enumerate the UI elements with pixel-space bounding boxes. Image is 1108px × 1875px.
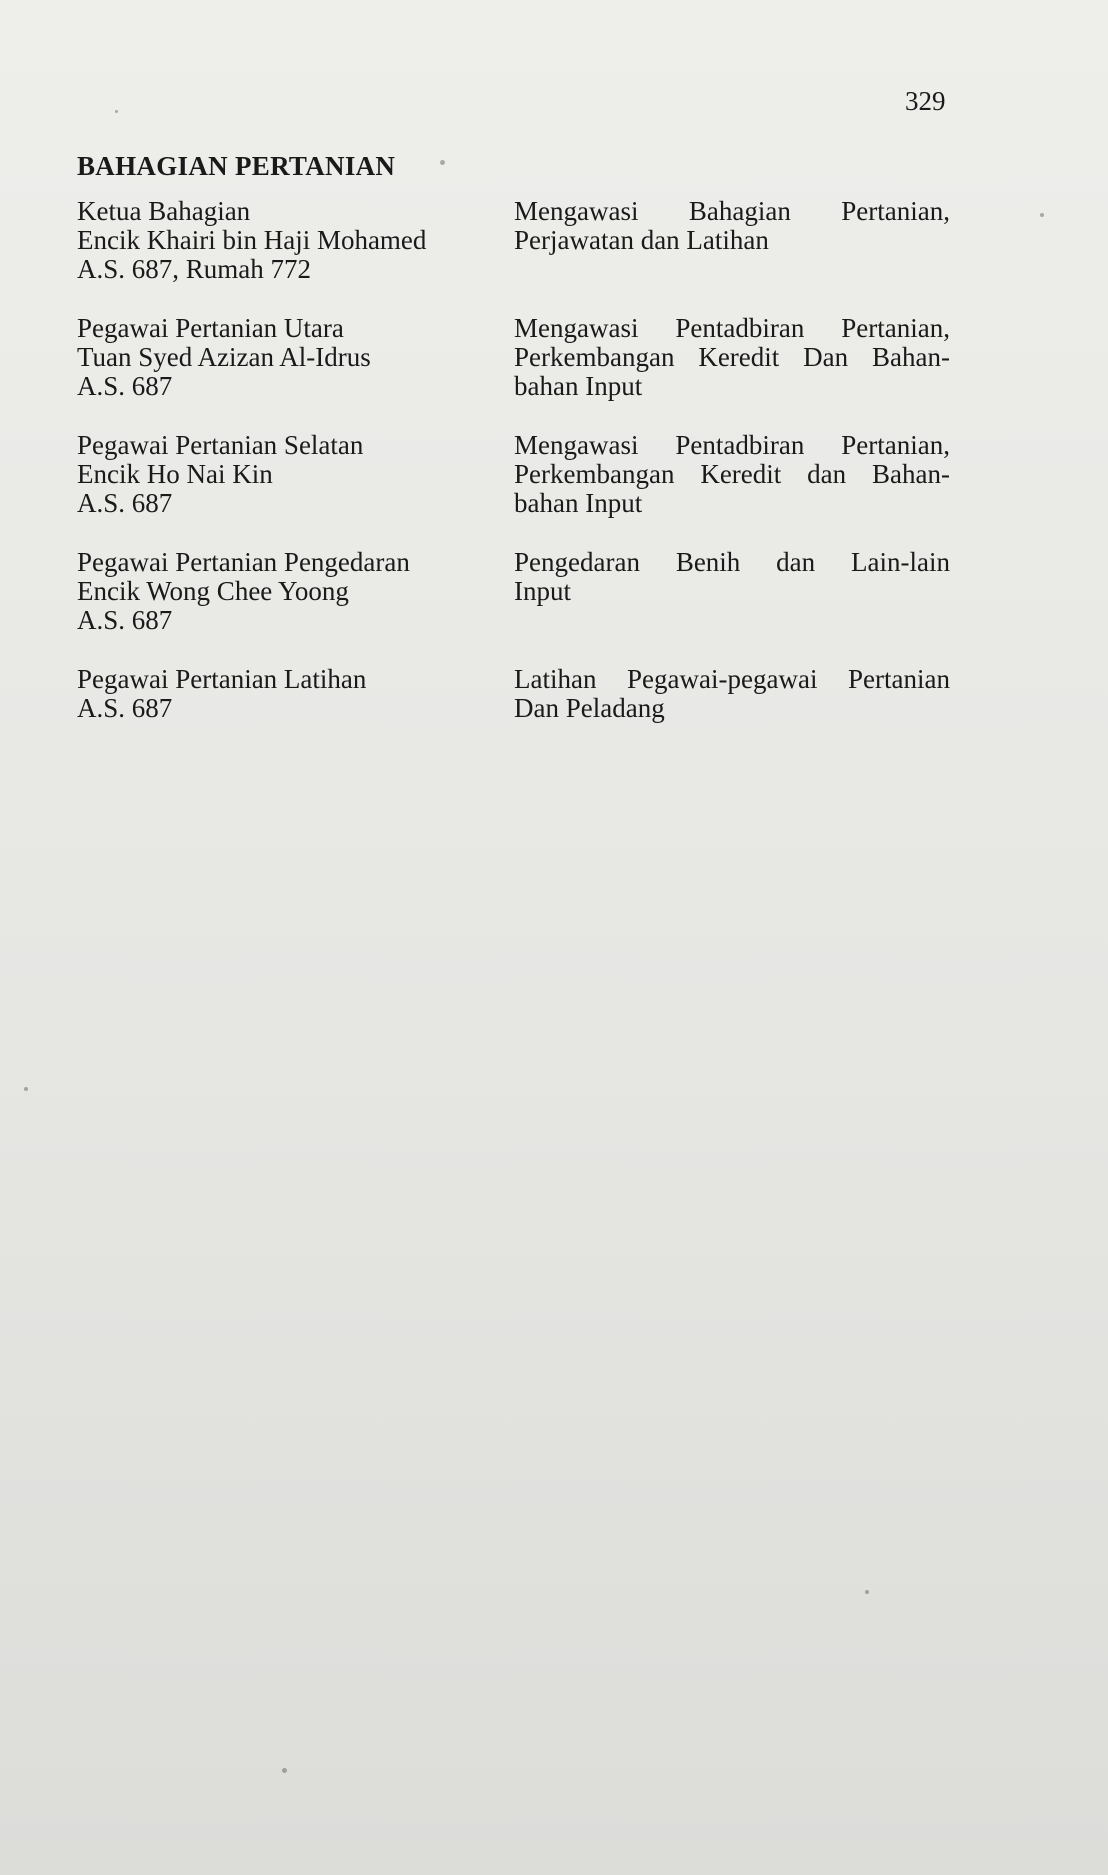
- duty-line: Perkembangan Keredit Dan Bahan-: [514, 342, 950, 372]
- page-number: 329: [905, 86, 946, 116]
- entry-position: Pegawai Pertanian Latihan: [77, 664, 367, 694]
- entry-address: A.S. 687: [77, 488, 173, 518]
- entry-person: [77, 197, 497, 284]
- entry-position: Ketua Bahagian: [77, 196, 251, 226]
- duty-line: Perjawatan dan Latihan: [514, 225, 769, 255]
- duty-line: Pengedaran Benih dan Lain-lain: [514, 547, 950, 577]
- section-heading: BAHAGIAN PERTANIAN: [77, 151, 396, 181]
- duty-line: Mengawasi Pentadbiran Pertanian,: [514, 313, 950, 343]
- duty-line: Mengawasi Pentadbiran Pertanian,: [514, 430, 950, 460]
- duty-line: Dan Peladang: [514, 693, 665, 723]
- entry-address: A.S. 687: [77, 371, 173, 401]
- entry-person: [77, 314, 497, 401]
- entry-position: Pegawai Pertanian Utara: [77, 313, 344, 343]
- entry-name: Encik Ho Nai Kin: [77, 459, 273, 489]
- duty-line: Perkembangan Keredit dan Bahan-: [514, 459, 950, 489]
- scan-speck: [24, 1087, 28, 1091]
- scan-speck: [282, 1768, 287, 1773]
- entry-name: Encik Wong Chee Yoong: [77, 576, 349, 606]
- entry-position: Pegawai Pertanian Pengedaran: [77, 547, 410, 577]
- entry-address: A.S. 687, Rumah 772: [77, 254, 312, 284]
- scan-speck: [115, 110, 118, 113]
- entry-position: Pegawai Pertanian Selatan: [77, 430, 364, 460]
- entry-address: A.S. 687: [77, 693, 173, 723]
- duty-line: Input: [514, 576, 571, 606]
- entry-address: A.S. 687: [77, 605, 173, 635]
- duty-line: Latihan Pegawai-pegawai Pertanian: [514, 664, 950, 694]
- duty-line: bahan Input: [514, 488, 643, 518]
- entry-person: [77, 431, 497, 518]
- entry-name: Tuan Syed Azizan Al-Idrus: [77, 342, 371, 372]
- entry-duty: [514, 197, 950, 255]
- entry-person: [77, 548, 497, 635]
- duty-line: Mengawasi Bahagian Pertanian,: [514, 196, 950, 226]
- entry-duty: [514, 431, 950, 518]
- entry-person: [77, 665, 497, 723]
- entry-duty: [514, 665, 950, 723]
- duty-line: bahan Input: [514, 371, 643, 401]
- scan-speck: [440, 160, 445, 165]
- entry-duty: [514, 314, 950, 401]
- entry-name: Encik Khairi bin Haji Mohamed: [77, 225, 427, 255]
- entry-duty: [514, 548, 950, 606]
- scan-speck: [1040, 213, 1044, 217]
- scan-speck: [865, 1590, 869, 1594]
